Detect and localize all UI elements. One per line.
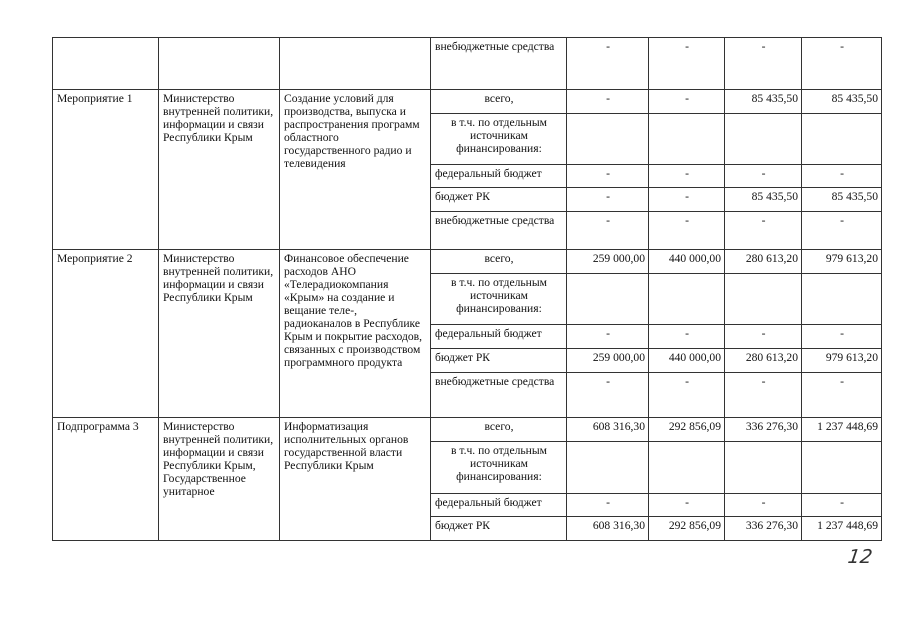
value-cell: - [567, 90, 649, 114]
value-cell [725, 442, 802, 494]
value-cell: - [649, 325, 725, 349]
value-cell: 440 000,00 [649, 250, 725, 274]
source-cell: бюджет РК [431, 188, 567, 212]
value-cell [649, 114, 725, 165]
source-cell: в т.ч. по отдельным источникам финансирования: [431, 442, 567, 494]
value-cell [802, 274, 882, 325]
source-cell: в т.ч. по отдельным источникам финансирования: [431, 114, 567, 165]
value-cell: - [567, 212, 649, 250]
value-cell: - [649, 188, 725, 212]
measure-cell: Финансовое обеспечение расходов АНО «Телерадиокомпания «Крым» на создание и вещание теле-, радиоканалов в Республике Крым и покрытие расходов, связанных с производством программного продукта [280, 250, 431, 418]
value-cell [567, 442, 649, 494]
value-cell: - [725, 494, 802, 517]
value-cell: 85 435,50 [802, 188, 882, 212]
value-cell: 440 000,00 [649, 349, 725, 373]
value-cell: - [802, 373, 882, 418]
value-cell: - [649, 494, 725, 517]
value-cell: 259 000,00 [567, 250, 649, 274]
value-cell: - [802, 325, 882, 349]
value-cell: - [567, 165, 649, 188]
value-cell [567, 114, 649, 165]
source-cell: внебюджетные средства [431, 38, 567, 90]
source-cell: внебюджетные средства [431, 373, 567, 418]
value-cell: 608 316,30 [567, 517, 649, 541]
value-cell [725, 114, 802, 165]
source-cell: всего, [431, 90, 567, 114]
value-cell [802, 442, 882, 494]
measure-cell: Информатизация исполнительных органов государственной власти Республики Крым [280, 418, 431, 541]
value-cell: - [725, 38, 802, 90]
value-cell: 292 856,09 [649, 418, 725, 442]
value-cell: 1 237 448,69 [802, 517, 882, 541]
value-cell: - [567, 494, 649, 517]
value-cell [649, 274, 725, 325]
value-cell: - [649, 212, 725, 250]
table-row [53, 90, 882, 114]
source-cell: всего, [431, 418, 567, 442]
value-cell: 292 856,09 [649, 517, 725, 541]
value-cell: 979 613,20 [802, 349, 882, 373]
value-cell: - [649, 90, 725, 114]
measure-cell: Создание условий для производства, выпуска и распространения программ областного государственного радио и телевидения [280, 90, 431, 250]
value-cell: - [725, 165, 802, 188]
value-cell: - [567, 373, 649, 418]
value-cell: 85 435,50 [725, 188, 802, 212]
source-cell: внебюджетные средства [431, 212, 567, 250]
value-cell [649, 442, 725, 494]
value-cell: 85 435,50 [725, 90, 802, 114]
source-cell: бюджет РК [431, 517, 567, 541]
value-cell: - [802, 494, 882, 517]
program-cell [53, 38, 159, 90]
executor-cell [159, 38, 280, 90]
value-cell: - [725, 373, 802, 418]
source-cell: федеральный бюджет [431, 165, 567, 188]
value-cell: 85 435,50 [802, 90, 882, 114]
value-cell [802, 114, 882, 165]
value-cell: 1 237 448,69 [802, 418, 882, 442]
page-number: 12 [846, 546, 874, 568]
source-cell: всего, [431, 250, 567, 274]
value-cell: - [649, 373, 725, 418]
value-cell: - [802, 165, 882, 188]
value-cell: 336 276,30 [725, 517, 802, 541]
value-cell: - [649, 165, 725, 188]
program-cell: Мероприятие 1 [53, 90, 159, 250]
value-cell: 336 276,30 [725, 418, 802, 442]
table-row [53, 250, 882, 274]
source-cell: бюджет РК [431, 349, 567, 373]
table-row [53, 38, 882, 90]
value-cell: 259 000,00 [567, 349, 649, 373]
value-cell: - [567, 325, 649, 349]
value-cell: 608 316,30 [567, 418, 649, 442]
program-cell: Подпрограмма 3 [53, 418, 159, 541]
value-cell [725, 274, 802, 325]
value-cell [567, 274, 649, 325]
value-cell: - [802, 212, 882, 250]
value-cell: - [567, 188, 649, 212]
executor-cell: Министерство внутренней политики, информации и связи Республики Крым [159, 90, 280, 250]
value-cell: 280 613,20 [725, 250, 802, 274]
measure-cell [280, 38, 431, 90]
value-cell: - [649, 38, 725, 90]
value-cell: - [802, 38, 882, 90]
executor-cell: Министерство внутренней политики, информации и связи Республики Крым, Государственное унитарное [159, 418, 280, 541]
budget-table [52, 37, 882, 541]
value-cell: 979 613,20 [802, 250, 882, 274]
executor-cell: Министерство внутренней политики, информации и связи Республики Крым [159, 250, 280, 418]
value-cell: 280 613,20 [725, 349, 802, 373]
value-cell: - [725, 325, 802, 349]
source-cell: в т.ч. по отдельным источникам финансирования: [431, 274, 567, 325]
value-cell: - [725, 212, 802, 250]
table-row [53, 418, 882, 442]
value-cell: - [567, 38, 649, 90]
source-cell: федеральный бюджет [431, 494, 567, 517]
program-cell: Мероприятие 2 [53, 250, 159, 418]
source-cell: федеральный бюджет [431, 325, 567, 349]
